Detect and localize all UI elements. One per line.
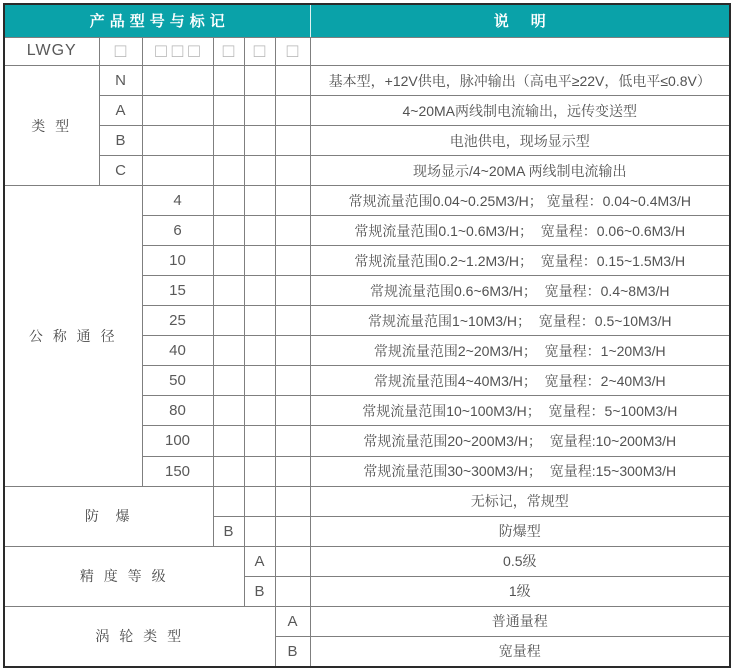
description-cell: 常规流量范围0.1~0.6M3/H； 宽量程：0.06~0.6M3/H xyxy=(310,216,730,246)
empty-cell xyxy=(142,156,213,186)
empty-cell xyxy=(244,216,275,246)
placeholder-box-icon: □ xyxy=(253,40,266,62)
description-cell: 0.5级 xyxy=(310,546,730,576)
table-row xyxy=(4,606,730,636)
empty-cell xyxy=(244,426,275,456)
empty-cell xyxy=(213,276,244,306)
diameter-code-cell: 6 xyxy=(142,216,213,246)
empty-cell xyxy=(310,37,730,66)
empty-cell xyxy=(213,126,244,156)
placeholder-box-icon: □ xyxy=(114,40,127,62)
section-label-diameter: 公 称 通 径 xyxy=(4,186,142,486)
description-cell: 现场显示/4~20MA 两线制电流输出 xyxy=(310,156,730,186)
table-row xyxy=(4,156,730,186)
empty-cell xyxy=(142,126,213,156)
description-cell: 常规流量范围0.2~1.2M3/H； 宽量程：0.15~1.5M3/H xyxy=(310,246,730,276)
diameter-code-cell: 100 xyxy=(142,426,213,456)
empty-cell xyxy=(244,456,275,486)
diameter-code-cell: 50 xyxy=(142,366,213,396)
empty-cell xyxy=(244,156,275,186)
product-model-spec-table xyxy=(3,3,731,668)
empty-cell xyxy=(275,216,310,246)
type-code-cell: A xyxy=(99,96,142,126)
empty-cell xyxy=(244,246,275,276)
empty-cell xyxy=(142,66,213,96)
empty-cell xyxy=(275,396,310,426)
description-cell: 基本型，+12V供电，脉冲输出（高电平≥22V，低电平≤0.8V） xyxy=(310,66,730,96)
empty-cell xyxy=(275,246,310,276)
empty-cell xyxy=(213,306,244,336)
accuracy-code-cell: A xyxy=(244,546,275,576)
description-cell: 常规流量范围30~300M3/H； 宽量程:15~300M3/H xyxy=(310,456,730,486)
diameter-code-cell: 15 xyxy=(142,276,213,306)
empty-cell xyxy=(244,96,275,126)
header-description-label: 说明 xyxy=(493,13,568,31)
empty-cell xyxy=(244,336,275,366)
type-code-cell: N xyxy=(99,66,142,96)
placeholder-box-icon: □ xyxy=(222,40,235,62)
empty-cell xyxy=(244,126,275,156)
diameter-code-cell: 4 xyxy=(142,186,213,216)
description-cell: 防爆型 xyxy=(310,516,730,546)
diameter-code-cell: 80 xyxy=(142,396,213,426)
description-cell: 无标记，常规型 xyxy=(310,486,730,516)
description-cell: 常规流量范围1~10M3/H； 宽量程：0.5~10M3/H xyxy=(310,306,730,336)
section-label-turbine: 涡 轮 类 型 xyxy=(4,606,275,667)
empty-cell xyxy=(275,186,310,216)
empty-cell xyxy=(275,276,310,306)
empty-cell xyxy=(244,516,275,546)
table-row xyxy=(4,546,730,576)
empty-cell xyxy=(213,456,244,486)
section-label-explosion-proof: 防 爆 xyxy=(4,486,213,546)
empty-cell xyxy=(275,96,310,126)
table-row xyxy=(4,126,730,156)
empty-cell xyxy=(213,336,244,366)
empty-cell xyxy=(244,276,275,306)
description-cell: 宽量程 xyxy=(310,636,730,667)
empty-cell xyxy=(213,156,244,186)
explosion-code-cell: B xyxy=(213,516,244,546)
empty-cell xyxy=(275,156,310,186)
description-cell: 常规流量范围20~200M3/H； 宽量程:10~200M3/H xyxy=(310,426,730,456)
diameter-code-cell: 40 xyxy=(142,336,213,366)
empty-cell xyxy=(244,306,275,336)
description-cell: 普通量程 xyxy=(310,606,730,636)
model-box-cell-4 xyxy=(244,37,275,66)
description-cell: 常规流量范围10~100M3/H； 宽量程：5~100M3/H xyxy=(310,396,730,426)
description-cell: 常规流量范围0.6~6M3/H； 宽量程：0.4~8M3/H xyxy=(310,276,730,306)
section-label-accuracy: 精 度 等 级 xyxy=(4,546,244,606)
table-row xyxy=(4,66,730,96)
description-cell: 常规流量范围0.04~0.25M3/H； 宽量程：0.04~0.4M3/H xyxy=(310,186,730,216)
table-row xyxy=(4,186,730,216)
empty-cell xyxy=(275,126,310,156)
empty-cell xyxy=(275,336,310,366)
empty-cell xyxy=(244,366,275,396)
model-name: LWGY xyxy=(4,37,99,66)
placeholder-box-icon: □□□ xyxy=(155,40,205,62)
empty-cell xyxy=(275,546,310,576)
empty-cell xyxy=(213,246,244,276)
empty-cell xyxy=(213,426,244,456)
turbine-code-cell: B xyxy=(275,636,310,667)
model-box-cell-3 xyxy=(213,37,244,66)
header-model-label: 产品型号与标记 xyxy=(89,13,230,31)
table-header-row xyxy=(4,4,730,37)
empty-cell xyxy=(275,366,310,396)
empty-cell xyxy=(213,396,244,426)
empty-cell xyxy=(213,366,244,396)
model-box-cell-5 xyxy=(275,37,310,66)
model-row xyxy=(4,37,730,66)
empty-cell xyxy=(275,576,310,606)
accuracy-code-cell: B xyxy=(244,576,275,606)
empty-cell xyxy=(142,96,213,126)
table-row xyxy=(4,486,730,516)
empty-cell xyxy=(275,66,310,96)
model-box-cell-2 xyxy=(142,37,213,66)
empty-cell xyxy=(244,396,275,426)
table-row xyxy=(4,96,730,126)
description-cell: 4~20MA两线制电流输出，远传变送型 xyxy=(310,96,730,126)
empty-cell xyxy=(244,186,275,216)
empty-cell xyxy=(213,96,244,126)
description-cell: 常规流量范围4~40M3/H； 宽量程：2~40M3/H xyxy=(310,366,730,396)
empty-cell xyxy=(275,306,310,336)
diameter-code-cell: 10 xyxy=(142,246,213,276)
empty-cell xyxy=(213,66,244,96)
section-label-type: 类 型 xyxy=(4,66,99,186)
model-box-cell-1 xyxy=(99,37,142,66)
type-code-cell: B xyxy=(99,126,142,156)
empty-cell xyxy=(244,486,275,516)
diameter-code-cell: 25 xyxy=(142,306,213,336)
description-cell: 1级 xyxy=(310,576,730,606)
empty-cell xyxy=(213,216,244,246)
empty-cell xyxy=(275,456,310,486)
explosion-code-cell xyxy=(213,486,244,516)
empty-cell xyxy=(213,186,244,216)
empty-cell xyxy=(275,516,310,546)
empty-cell xyxy=(275,426,310,456)
diameter-code-cell: 150 xyxy=(142,456,213,486)
empty-cell xyxy=(275,486,310,516)
type-code-cell: C xyxy=(99,156,142,186)
description-cell: 电池供电，现场显示型 xyxy=(310,126,730,156)
table-header-description xyxy=(310,4,730,37)
placeholder-box-icon: □ xyxy=(286,40,299,62)
turbine-code-cell: A xyxy=(275,606,310,636)
empty-cell xyxy=(244,66,275,96)
table-header-model xyxy=(4,4,310,37)
description-cell: 常规流量范围2~20M3/H； 宽量程：1~20M3/H xyxy=(310,336,730,366)
